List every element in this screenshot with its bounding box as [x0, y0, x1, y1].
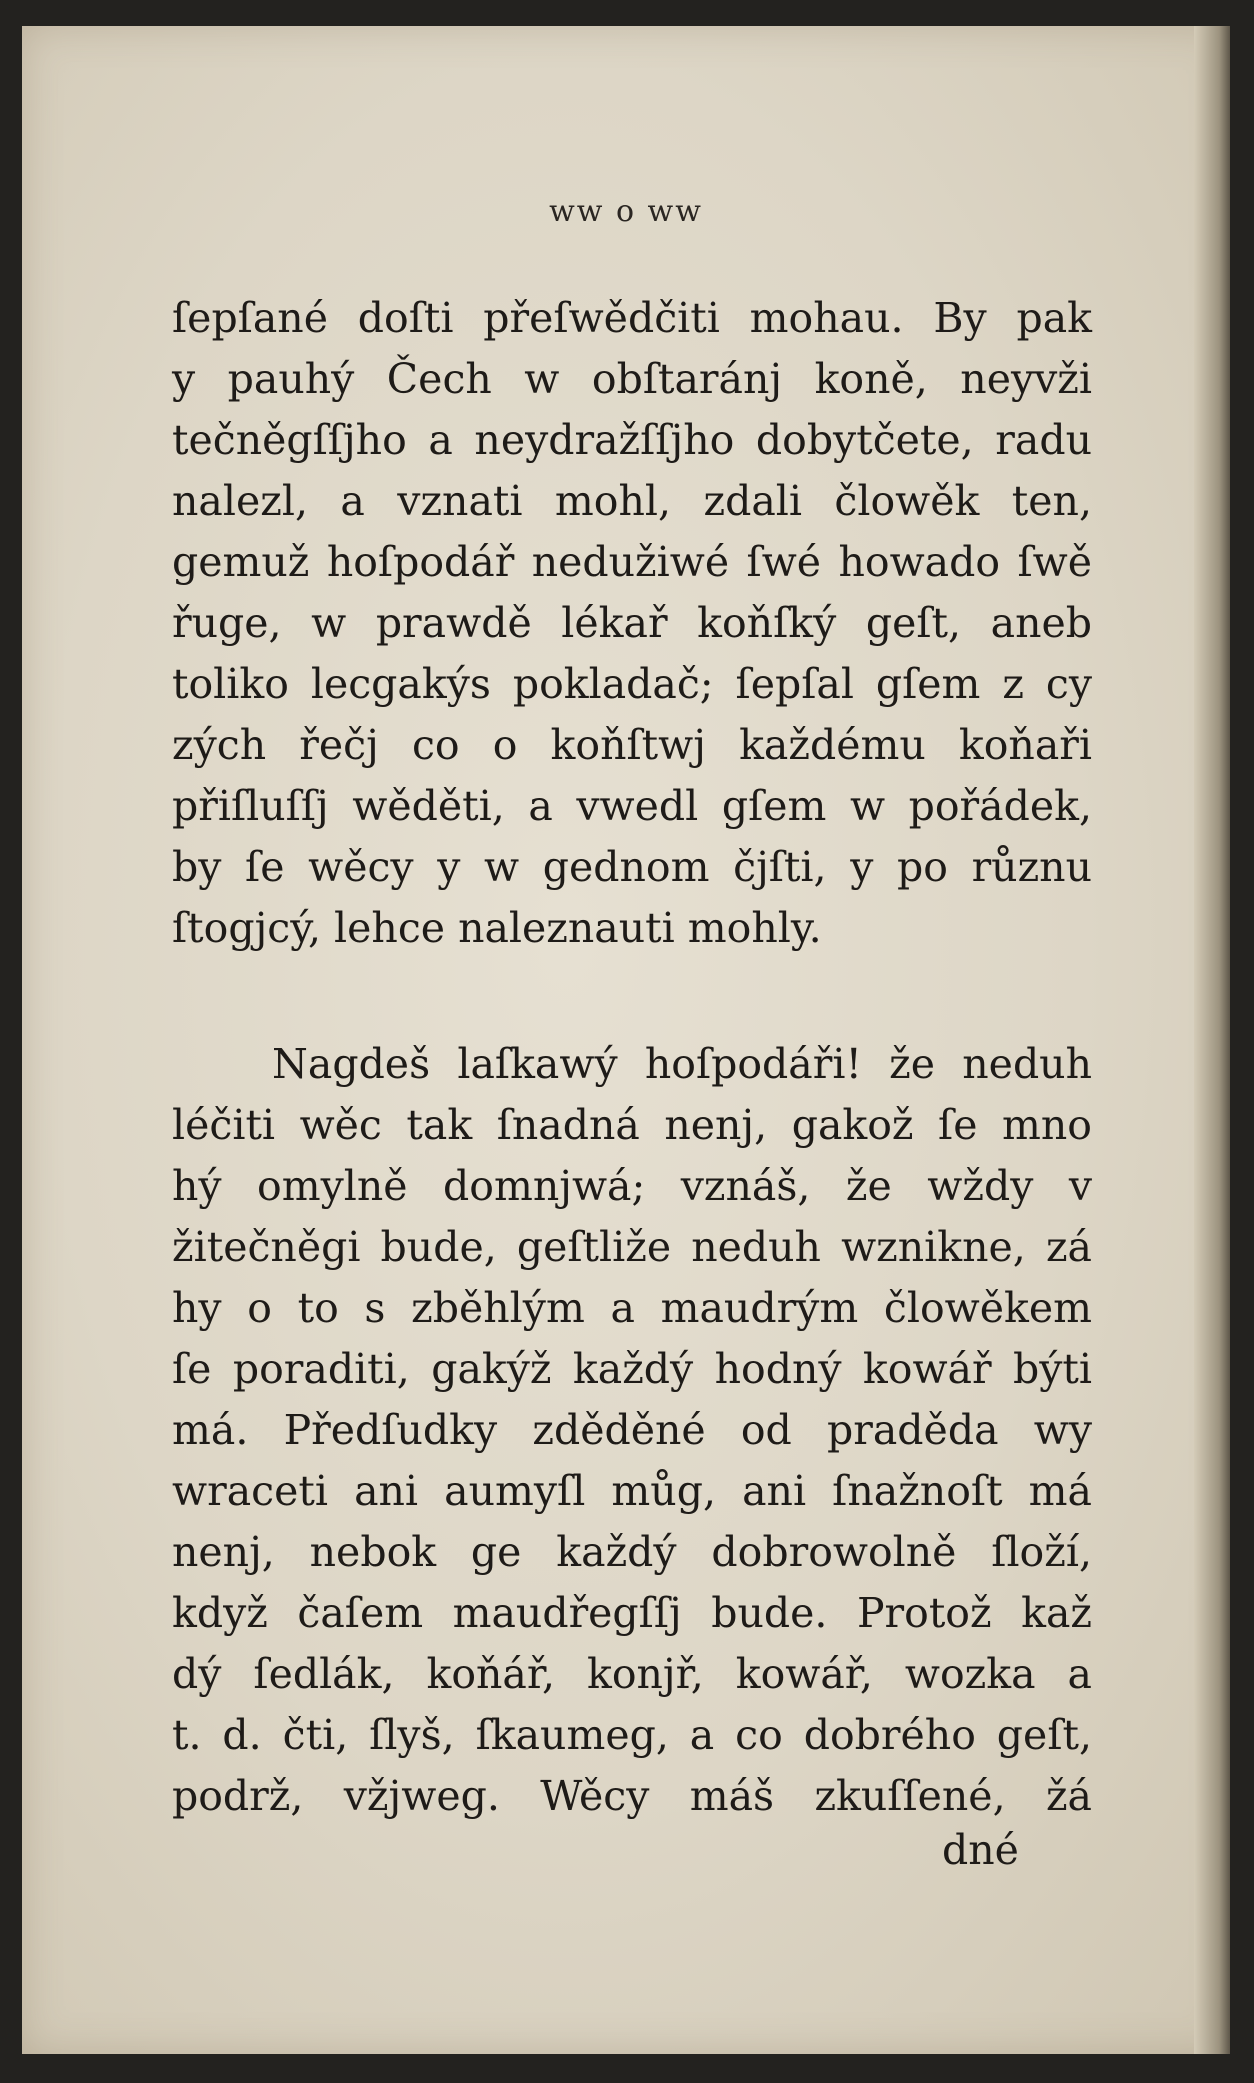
- paragraph-1: [172, 288, 1092, 959]
- catchword: dné: [942, 1826, 1019, 1874]
- text-line: nenj, nebok ge každý dobrowolně ſloží,: [172, 1528, 1092, 1576]
- text-line: by ſe wěcy y w gednom čjſti, y po různu: [172, 843, 1092, 891]
- text-line: má. Předſudky zděděné od praděda wy: [172, 1406, 1092, 1454]
- text-line: hy o to s zběhlým a maudrým člowěkem: [172, 1284, 1092, 1332]
- text-line: t. d. čti, ſlyš, ſkaumeg, a co dobrého geſt,: [172, 1711, 1092, 1759]
- page-edge: [1194, 26, 1230, 2054]
- text-line: zých řečj co o koňſtwj každému koňaři: [172, 721, 1092, 769]
- text-line: hý omylně domnjwá; vznáš, že wždy v: [172, 1162, 1092, 1210]
- text-line: ſtogjcý, lehce naleznauti mohly.: [172, 904, 822, 952]
- text-line: wraceti ani aumyſl můg, ani ſnažnoſt má: [172, 1467, 1092, 1515]
- text-line: když čaſem maudřegſſj bude. Protož kaž: [172, 1589, 1092, 1637]
- text-line: přiſluſſj wěděti, a vwedl gſem w pořádek,: [172, 782, 1092, 830]
- text-line: toliko lecgakýs pokladač; ſepſal gſem z cy: [172, 660, 1092, 708]
- text-line: podrž, vžjweg. Wěcy máš zkuſſené, žá: [172, 1772, 1092, 1820]
- page-header-ornament: ww o ww: [549, 194, 703, 229]
- text-line: ſepſané doſti přeſwědčiti mohau. By pak: [172, 294, 1092, 342]
- text-line: Nagdeš laſkawý hoſpodáři! že neduh: [272, 1040, 1092, 1088]
- text-line: ſe poraditi, gakýž každý hodný kowář býti: [172, 1345, 1092, 1393]
- text-line: léčiti wěc tak ſnadná nenj, gakož ſe mno: [172, 1101, 1092, 1149]
- paragraph-2: [172, 1034, 1092, 1827]
- text-line: y pauhý Čech w obſtaránj koně, neyvži: [172, 355, 1092, 403]
- book-page: [22, 26, 1230, 2054]
- text-line: dý ſedlák, koňář, konjř, kowář, wozka a: [172, 1650, 1092, 1698]
- text-line: žitečněgi bude, geſtliže neduh wznikne, zá: [172, 1223, 1092, 1271]
- text-line: tečněgſſjho a neydražſſjho dobytčete, radu: [172, 416, 1092, 464]
- text-line: nalezl, a vznati mohl, zdali člowěk ten,: [172, 477, 1092, 525]
- text-line: gemuž hoſpodář nedužiwé ſwé howado ſwě: [172, 538, 1092, 586]
- text-line: řuge, w prawdě lékař koňſký geſt, aneb: [172, 599, 1092, 647]
